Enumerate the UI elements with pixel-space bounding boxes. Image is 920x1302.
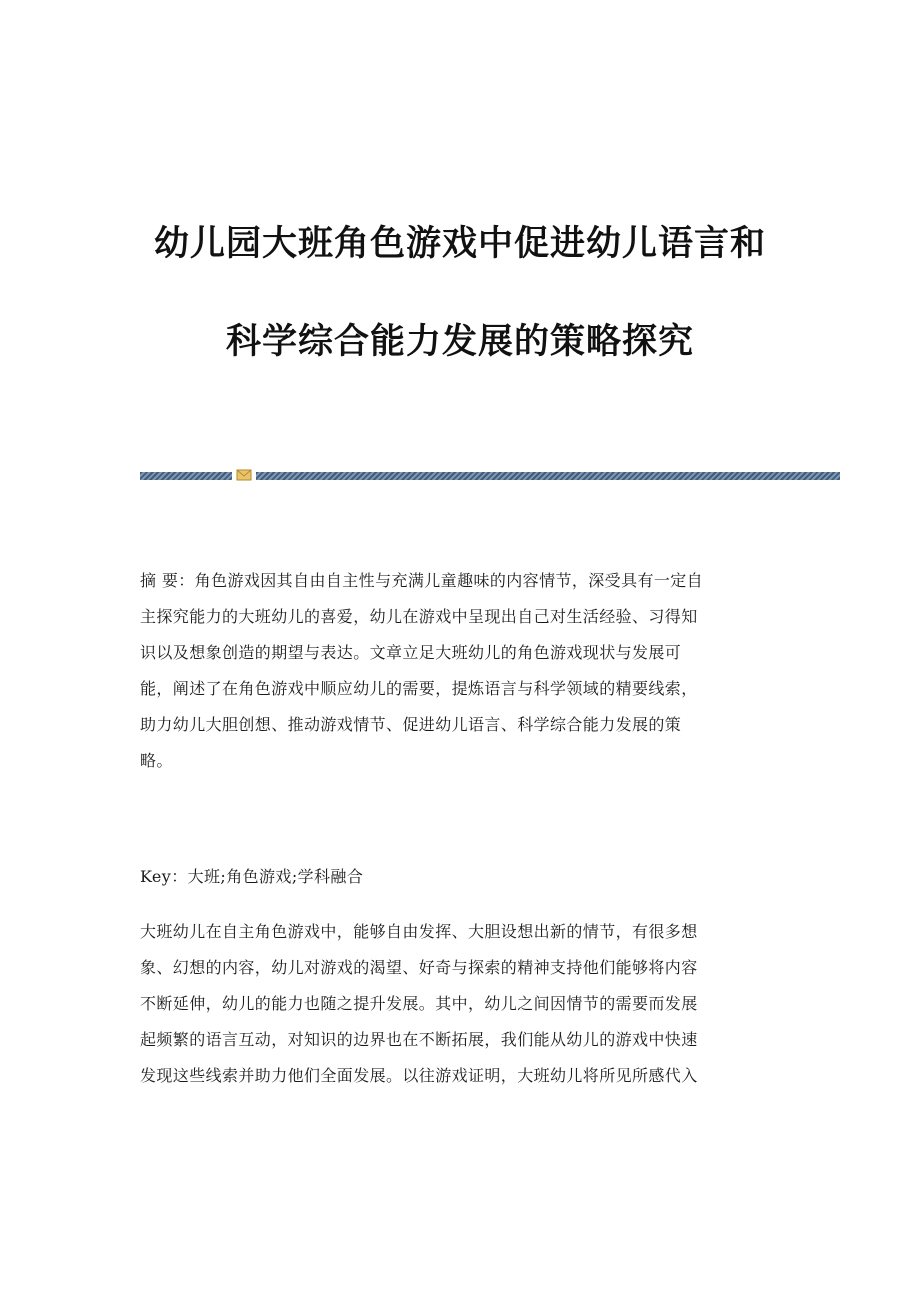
envelope-icon	[236, 468, 252, 482]
body-paragraph	[140, 914, 780, 1094]
body-line: 象、幻想的内容，幼儿对游戏的渴望、好奇与探索的精神支持他们能够将内容	[140, 958, 698, 977]
abstract-line: 助力幼儿大胆创想、推动游戏情节、促进幼儿语言、科学综合能力发展的策	[140, 715, 682, 734]
title-divider-right	[256, 472, 840, 480]
abstract-section	[140, 563, 780, 779]
document-title-line-2: 科学综合能力发展的策略探究	[225, 322, 694, 362]
abstract-line: 能，阐述了在角色游戏中顺应幼儿的需要，提炼语言与科学领域的精要线索，	[140, 679, 698, 698]
document-title-line-1: 幼儿园大班角色游戏中促进幼儿语言和	[153, 224, 766, 264]
keywords-section	[140, 859, 780, 895]
abstract-line: 略。	[140, 751, 173, 770]
body-line: 大班幼儿在自主角色游戏中，能够自由发挥、大胆设想出新的情节，有很多想	[140, 922, 698, 941]
title-divider-left	[140, 472, 232, 480]
abstract-line: 主探究能力的大班幼儿的喜爱，幼儿在游戏中呈现出自己对生活经验、习得知	[140, 607, 698, 626]
abstract-line: 摘 要：角色游戏因其自由自主性与充满儿童趣味的内容情节，深受具有一定自	[140, 571, 704, 590]
keywords-line: Key：大班;角色游戏;学科融合	[140, 867, 364, 886]
body-line: 发现这些线索并助力他们全面发展。以往游戏证明，大班幼儿将所见所感代入	[140, 1066, 698, 1085]
body-line: 不断延伸，幼儿的能力也随之提升发展。其中，幼儿之间因情节的需要而发展	[140, 994, 698, 1013]
abstract-line: 识以及想象创造的期望与表达。文章立足大班幼儿的角色游戏现状与发展可	[140, 643, 682, 662]
body-line: 起频繁的语言互动，对知识的边界也在不断拓展，我们能从幼儿的游戏中快速	[140, 1030, 698, 1049]
